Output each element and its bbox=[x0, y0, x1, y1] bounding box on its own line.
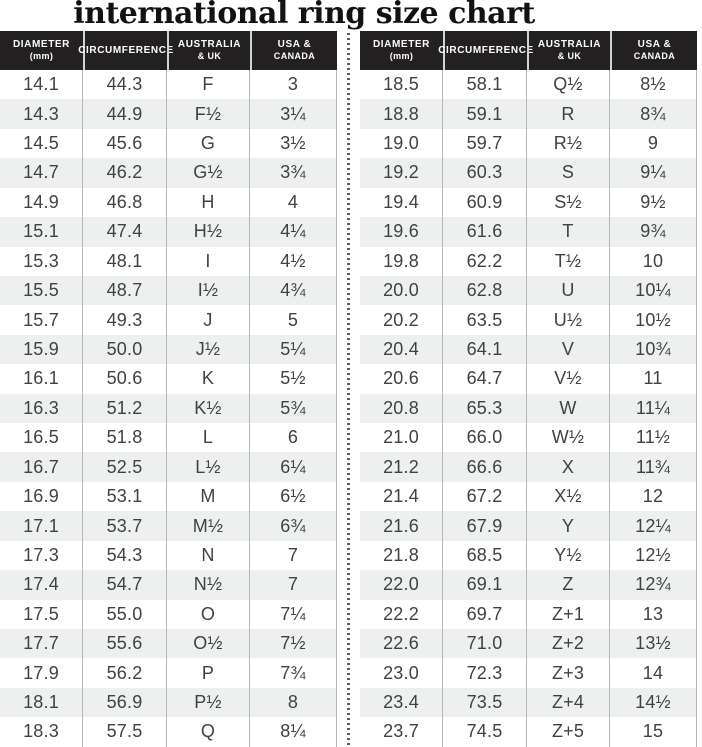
table-cell: J bbox=[167, 305, 250, 334]
table-cell: 7 bbox=[250, 541, 337, 570]
table-cell: 17.9 bbox=[0, 658, 83, 687]
table-cell: 51.2 bbox=[83, 394, 167, 423]
table-cell: 19.6 bbox=[360, 217, 443, 246]
table-cell: 14 bbox=[610, 658, 697, 687]
table-cell: J½ bbox=[167, 335, 250, 364]
table-row bbox=[360, 188, 697, 217]
table-cell: Z+1 bbox=[527, 600, 610, 629]
table-row bbox=[360, 129, 697, 158]
table-body-left bbox=[0, 70, 337, 747]
table-cell: 20.0 bbox=[360, 276, 443, 305]
table-cell: N bbox=[167, 541, 250, 570]
table-cell: 22.6 bbox=[360, 629, 443, 658]
table-cell: 9½ bbox=[610, 188, 697, 217]
table-row bbox=[360, 364, 697, 393]
table-cell: 18.3 bbox=[0, 717, 83, 746]
table-cell: 44.3 bbox=[83, 70, 167, 99]
table-cell: O bbox=[167, 600, 250, 629]
table-cell: V bbox=[527, 335, 610, 364]
table-cell: 3½ bbox=[250, 129, 337, 158]
table-cell: 19.4 bbox=[360, 188, 443, 217]
table-cell: 4¼ bbox=[250, 217, 337, 246]
table-cell: 16.7 bbox=[0, 452, 83, 481]
table-cell: 10½ bbox=[610, 305, 697, 334]
table-cell: 8½ bbox=[610, 70, 697, 99]
table-row bbox=[360, 335, 697, 364]
table-cell: Y bbox=[527, 511, 610, 540]
table-cell: 69.7 bbox=[443, 600, 527, 629]
table-cell: 10 bbox=[610, 247, 697, 276]
table-row bbox=[360, 688, 697, 717]
table-row bbox=[0, 688, 337, 717]
table-cell: 10¼ bbox=[610, 276, 697, 305]
table-row bbox=[0, 217, 337, 246]
table-cell: 8¾ bbox=[610, 99, 697, 128]
table-cell: I½ bbox=[167, 276, 250, 305]
table-cell: G bbox=[167, 129, 250, 158]
table-cell: V½ bbox=[527, 364, 610, 393]
table-cell: M½ bbox=[167, 511, 250, 540]
table-cell: 11½ bbox=[610, 423, 697, 452]
table-cell: 21.8 bbox=[360, 541, 443, 570]
table-cell: 19.8 bbox=[360, 247, 443, 276]
table-cell: S bbox=[527, 158, 610, 187]
table-row bbox=[360, 217, 697, 246]
table-row bbox=[360, 658, 697, 687]
table-cell: 16.5 bbox=[0, 423, 83, 452]
table-row bbox=[0, 70, 337, 99]
table-cell: Y½ bbox=[527, 541, 610, 570]
table-cell: 10¾ bbox=[610, 335, 697, 364]
table-cell: 52.5 bbox=[83, 452, 167, 481]
table-cell: 9¾ bbox=[610, 217, 697, 246]
table-cell: 16.9 bbox=[0, 482, 83, 511]
table-cell: 4 bbox=[250, 188, 337, 217]
table-cell: H bbox=[167, 188, 250, 217]
header-label-line: CIRCUMFERENCE bbox=[438, 45, 534, 56]
table-row bbox=[360, 70, 697, 99]
table-row bbox=[360, 423, 697, 452]
table-cell: 20.4 bbox=[360, 335, 443, 364]
table-header-left bbox=[0, 31, 337, 70]
table-cell: 71.0 bbox=[443, 629, 527, 658]
table-cell: 54.7 bbox=[83, 570, 167, 599]
table-row bbox=[0, 511, 337, 540]
column-header-australia-uk bbox=[527, 31, 610, 70]
table-row bbox=[0, 276, 337, 305]
table-cell: 15.1 bbox=[0, 217, 83, 246]
table-cell: 15 bbox=[610, 717, 697, 746]
table-cell: I bbox=[167, 247, 250, 276]
column-header-circumference bbox=[438, 31, 534, 70]
table-cell: 14.5 bbox=[0, 129, 83, 158]
table-cell: 60.3 bbox=[443, 158, 527, 187]
table-cell: X bbox=[527, 452, 610, 481]
table-cell: 5 bbox=[250, 305, 337, 334]
table-cell: K½ bbox=[167, 394, 250, 423]
table-cell: X½ bbox=[527, 482, 610, 511]
ring-size-table-right bbox=[360, 31, 697, 747]
table-cell: 48.7 bbox=[83, 276, 167, 305]
table-cell: 48.1 bbox=[83, 247, 167, 276]
table-row bbox=[360, 158, 697, 187]
table-row bbox=[0, 364, 337, 393]
table-cell: 49.3 bbox=[83, 305, 167, 334]
table-cell: 4½ bbox=[250, 247, 337, 276]
table-cell: 21.6 bbox=[360, 511, 443, 540]
table-row bbox=[0, 335, 337, 364]
table-cell: 8 bbox=[250, 688, 337, 717]
table-cell: F½ bbox=[167, 99, 250, 128]
table-cell: 5½ bbox=[250, 364, 337, 393]
table-row bbox=[360, 394, 697, 423]
table-cell: U bbox=[527, 276, 610, 305]
table-row bbox=[0, 188, 337, 217]
table-cell: 19.2 bbox=[360, 158, 443, 187]
table-cell: 16.1 bbox=[0, 364, 83, 393]
table-row bbox=[0, 717, 337, 746]
dotted-divider bbox=[347, 33, 350, 745]
table-cell: 17.7 bbox=[0, 629, 83, 658]
table-row bbox=[0, 600, 337, 629]
table-cell: 44.9 bbox=[83, 99, 167, 128]
table-row bbox=[360, 305, 697, 334]
table-cell: 74.5 bbox=[443, 717, 527, 746]
table-cell: 56.9 bbox=[83, 688, 167, 717]
table-cell: 11¼ bbox=[610, 394, 697, 423]
table-cell: 21.0 bbox=[360, 423, 443, 452]
table-cell: 62.2 bbox=[443, 247, 527, 276]
table-cell: L½ bbox=[167, 452, 250, 481]
table-cell: 14.3 bbox=[0, 99, 83, 128]
table-row bbox=[360, 600, 697, 629]
table-row bbox=[0, 394, 337, 423]
table-cell: 23.4 bbox=[360, 688, 443, 717]
table-cell: Z+3 bbox=[527, 658, 610, 687]
table-cell: F bbox=[167, 70, 250, 99]
table-cell: 7¾ bbox=[250, 658, 337, 687]
table-cell: 12¼ bbox=[610, 511, 697, 540]
table-cell: Q bbox=[167, 717, 250, 746]
table-cell: W½ bbox=[527, 423, 610, 452]
header-label-line: AUSTRALIA bbox=[177, 39, 242, 51]
table-cell: 55.0 bbox=[83, 600, 167, 629]
header-label-line: DIAMETER bbox=[372, 39, 431, 51]
header-label-line: CIRCUMFERENCE bbox=[78, 45, 174, 56]
table-cell: 46.2 bbox=[83, 158, 167, 187]
table-row bbox=[360, 570, 697, 599]
table-row bbox=[360, 452, 697, 481]
table-row bbox=[360, 247, 697, 276]
table-cell: 23.7 bbox=[360, 717, 443, 746]
table-cell: Z bbox=[527, 570, 610, 599]
table-cell: Z+5 bbox=[527, 717, 610, 746]
table-row bbox=[0, 541, 337, 570]
table-cell: M bbox=[167, 482, 250, 511]
table-cell: 62.8 bbox=[443, 276, 527, 305]
table-cell: 59.1 bbox=[443, 99, 527, 128]
table-cell: 64.7 bbox=[443, 364, 527, 393]
table-cell: 63.5 bbox=[443, 305, 527, 334]
table-cell: W bbox=[527, 394, 610, 423]
table-row bbox=[0, 305, 337, 334]
table-cell: 13 bbox=[610, 600, 697, 629]
table-cell: 57.5 bbox=[83, 717, 167, 746]
table-cell: G½ bbox=[167, 158, 250, 187]
table-cell: 73.5 bbox=[443, 688, 527, 717]
table-cell: 61.6 bbox=[443, 217, 527, 246]
table-row bbox=[0, 423, 337, 452]
table-cell: 7 bbox=[250, 570, 337, 599]
table-cell: 15.5 bbox=[0, 276, 83, 305]
table-cell: 18.1 bbox=[0, 688, 83, 717]
table-row bbox=[360, 717, 697, 746]
table-cell: 14.1 bbox=[0, 70, 83, 99]
header-label-line: AUSTRALIA bbox=[537, 39, 602, 51]
table-row bbox=[0, 158, 337, 187]
table-cell: 20.2 bbox=[360, 305, 443, 334]
table-cell: 21.2 bbox=[360, 452, 443, 481]
table-cell: Z+2 bbox=[527, 629, 610, 658]
table-cell: 54.3 bbox=[83, 541, 167, 570]
table-cell: 50.6 bbox=[83, 364, 167, 393]
table-cell: U½ bbox=[527, 305, 610, 334]
table-cell: 3¾ bbox=[250, 158, 337, 187]
table-cell: 17.3 bbox=[0, 541, 83, 570]
table-cell: 67.9 bbox=[443, 511, 527, 540]
table-cell: 5¼ bbox=[250, 335, 337, 364]
table-cell: 3¼ bbox=[250, 99, 337, 128]
header-label-line: CANADA bbox=[273, 51, 316, 62]
table-cell: 51.8 bbox=[83, 423, 167, 452]
table-cell: 53.1 bbox=[83, 482, 167, 511]
table-cell: 22.2 bbox=[360, 600, 443, 629]
table-cell: 15.3 bbox=[0, 247, 83, 276]
table-cell: 12½ bbox=[610, 541, 697, 570]
table-cell: P bbox=[167, 658, 250, 687]
page-title: international ring size chart bbox=[73, 0, 535, 31]
table-cell: R bbox=[527, 99, 610, 128]
table-cell: 7¼ bbox=[250, 600, 337, 629]
table-row bbox=[360, 511, 697, 540]
table-cell: 3 bbox=[250, 70, 337, 99]
table-cell: 15.9 bbox=[0, 335, 83, 364]
header-label-line: CANADA bbox=[633, 51, 676, 62]
table-cell: 11 bbox=[610, 364, 697, 393]
table-cell: 17.4 bbox=[0, 570, 83, 599]
table-cell: 23.0 bbox=[360, 658, 443, 687]
table-body-right bbox=[360, 70, 697, 747]
table-cell: 13½ bbox=[610, 629, 697, 658]
table-cell: 50.0 bbox=[83, 335, 167, 364]
table-row bbox=[360, 629, 697, 658]
table-cell: 72.3 bbox=[443, 658, 527, 687]
table-cell: S½ bbox=[527, 188, 610, 217]
table-cell: Q½ bbox=[527, 70, 610, 99]
table-cell: 47.4 bbox=[83, 217, 167, 246]
table-row bbox=[0, 129, 337, 158]
header-label-line: (mm) bbox=[389, 51, 414, 62]
table-row bbox=[360, 541, 697, 570]
table-cell: 18.5 bbox=[360, 70, 443, 99]
ring-size-table-left bbox=[0, 31, 337, 747]
table-cell: 14.9 bbox=[0, 188, 83, 217]
table-cell: Z+4 bbox=[527, 688, 610, 717]
table-header-right bbox=[360, 31, 697, 70]
table-cell: 11¾ bbox=[610, 452, 697, 481]
table-cell: 9¼ bbox=[610, 158, 697, 187]
table-row bbox=[0, 570, 337, 599]
table-cell: 66.6 bbox=[443, 452, 527, 481]
table-cell: 6½ bbox=[250, 482, 337, 511]
column-header-circumference bbox=[78, 31, 174, 70]
column-header-australia-uk bbox=[167, 31, 250, 70]
header-label-line: DIAMETER bbox=[12, 39, 71, 51]
table-cell: L bbox=[167, 423, 250, 452]
table-cell: 5¾ bbox=[250, 394, 337, 423]
table-cell: 65.3 bbox=[443, 394, 527, 423]
table-cell: 68.5 bbox=[443, 541, 527, 570]
column-header-usa-canada bbox=[610, 31, 697, 70]
table-cell: 6¾ bbox=[250, 511, 337, 540]
column-header-usa-canada bbox=[250, 31, 337, 70]
header-label-line: (mm) bbox=[29, 51, 54, 62]
header-label-line: USA & bbox=[277, 39, 312, 51]
table-cell: 46.8 bbox=[83, 188, 167, 217]
table-cell: 66.0 bbox=[443, 423, 527, 452]
table-cell: 14.7 bbox=[0, 158, 83, 187]
table-row bbox=[0, 629, 337, 658]
table-cell: 16.3 bbox=[0, 394, 83, 423]
column-header-diameter bbox=[0, 31, 83, 70]
table-cell: 17.5 bbox=[0, 600, 83, 629]
table-row bbox=[360, 99, 697, 128]
table-cell: 14½ bbox=[610, 688, 697, 717]
table-cell: T½ bbox=[527, 247, 610, 276]
table-cell: 20.8 bbox=[360, 394, 443, 423]
table-cell: 53.7 bbox=[83, 511, 167, 540]
table-cell: 8¼ bbox=[250, 717, 337, 746]
table-cell: 55.6 bbox=[83, 629, 167, 658]
table-cell: 64.1 bbox=[443, 335, 527, 364]
table-cell: 67.2 bbox=[443, 482, 527, 511]
header-label-line: & UK bbox=[197, 51, 222, 62]
table-cell: O½ bbox=[167, 629, 250, 658]
table-cell: N½ bbox=[167, 570, 250, 599]
table-row bbox=[0, 99, 337, 128]
table-cell: 15.7 bbox=[0, 305, 83, 334]
table-cell: 20.6 bbox=[360, 364, 443, 393]
table-cell: 12 bbox=[610, 482, 697, 511]
table-cell: 7½ bbox=[250, 629, 337, 658]
table-cell: 59.7 bbox=[443, 129, 527, 158]
table-cell: 69.1 bbox=[443, 570, 527, 599]
table-row bbox=[0, 247, 337, 276]
table-cell: 18.8 bbox=[360, 99, 443, 128]
header-label-line: & UK bbox=[557, 51, 582, 62]
table-cell: 6¼ bbox=[250, 452, 337, 481]
table-row bbox=[360, 482, 697, 511]
table-cell: 6 bbox=[250, 423, 337, 452]
table-cell: P½ bbox=[167, 688, 250, 717]
table-cell: 17.1 bbox=[0, 511, 83, 540]
table-cell: K bbox=[167, 364, 250, 393]
table-cell: 45.6 bbox=[83, 129, 167, 158]
table-row bbox=[360, 276, 697, 305]
column-header-diameter bbox=[360, 31, 443, 70]
table-cell: 19.0 bbox=[360, 129, 443, 158]
table-cell: 58.1 bbox=[443, 70, 527, 99]
table-cell: 60.9 bbox=[443, 188, 527, 217]
table-cell: 9 bbox=[610, 129, 697, 158]
table-cell: T bbox=[527, 217, 610, 246]
table-row bbox=[0, 482, 337, 511]
table-cell: 22.0 bbox=[360, 570, 443, 599]
table-cell: H½ bbox=[167, 217, 250, 246]
table-cell: 12¾ bbox=[610, 570, 697, 599]
table-row bbox=[0, 658, 337, 687]
table-cell: R½ bbox=[527, 129, 610, 158]
table-row bbox=[0, 452, 337, 481]
table-cell: 21.4 bbox=[360, 482, 443, 511]
header-label-line: USA & bbox=[637, 39, 672, 51]
table-cell: 4¾ bbox=[250, 276, 337, 305]
table-cell: 56.2 bbox=[83, 658, 167, 687]
